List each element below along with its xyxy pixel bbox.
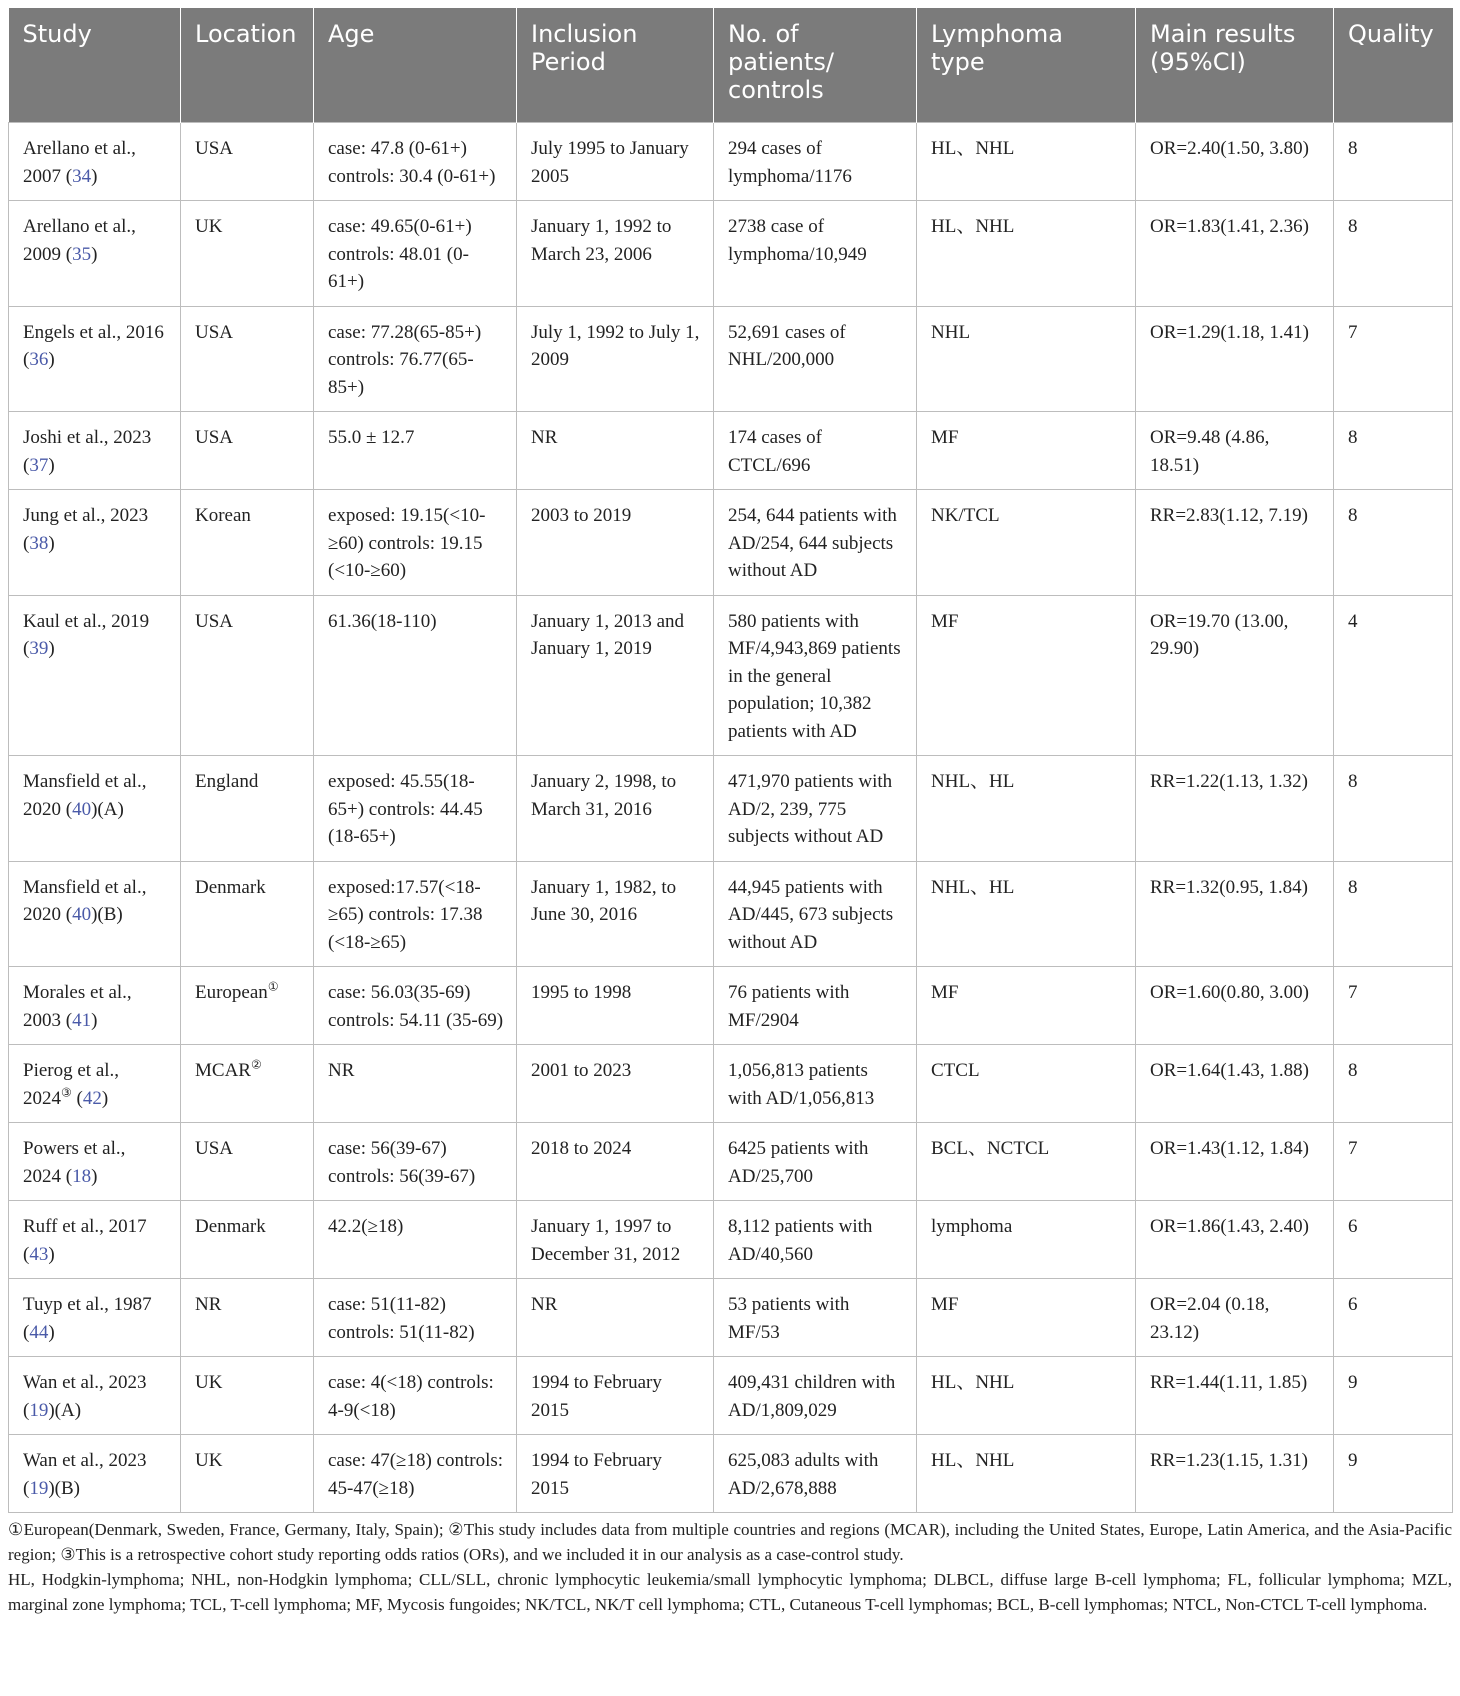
lymphoma-type-cell: HL、NHL	[917, 1357, 1136, 1435]
location-name: USA	[195, 427, 234, 448]
main-results-cell: OR=1.86(1.43, 2.40)	[1136, 1201, 1334, 1279]
study-cell: Joshi et al., 2023 (37)	[9, 412, 181, 490]
study-name: Tuyp et al., 1987	[23, 1294, 152, 1315]
study-name: Ruff et al., 2017	[23, 1216, 147, 1237]
main-results-cell: OR=9.48 (4.86, 18.51)	[1136, 412, 1334, 490]
lymphoma-type-cell: MF	[917, 595, 1136, 756]
reference-link[interactable]: 42	[82, 1087, 102, 1109]
main-results-cell: OR=1.64(1.43, 1.88)	[1136, 1045, 1334, 1123]
age-cell: NR	[314, 1045, 517, 1123]
lymphoma-type-cell: BCL、NCTCL	[917, 1123, 1136, 1201]
patients-controls-cell: 580 patients with MF/4,943,869 patients in the general population; 10,382 patients with AD	[714, 595, 917, 756]
inclusion-period-cell: January 1, 1992 to March 23, 2006	[517, 201, 714, 307]
inclusion-period-cell: 2001 to 2023	[517, 1045, 714, 1123]
location-name: Korean	[195, 505, 251, 526]
inclusion-period-cell: 1995 to 1998	[517, 967, 714, 1045]
study-name: Mansfield et al., 2020	[23, 771, 147, 820]
quality-cell: 7	[1334, 1123, 1453, 1201]
study-name: Mansfield et al., 2020	[23, 876, 147, 925]
lymphoma-type-cell: CTCL	[917, 1045, 1136, 1123]
table-row	[9, 1045, 1453, 1123]
inclusion-period-cell: January 1, 1997 to December 31, 2012	[517, 1201, 714, 1279]
location-name: Denmark	[195, 876, 266, 898]
study-name: Joshi et al., 2023	[23, 427, 152, 448]
location-name: USA	[195, 610, 234, 632]
header-inclusion-period: Inclusion Period	[517, 8, 714, 123]
inclusion-period-cell: January 1, 1982, to June 30, 2016	[517, 861, 714, 967]
patients-controls-cell: 76 patients with MF/2904	[714, 967, 917, 1045]
reference-link[interactable]: 35	[72, 243, 92, 265]
study-cell: Engels et al., 2016 (36)	[9, 306, 181, 412]
main-results-cell: OR=2.40(1.50, 3.80)	[1136, 123, 1334, 201]
inclusion-period-cell: July 1995 to January 2005	[517, 123, 714, 201]
location-cell	[181, 967, 314, 1045]
location-cell	[181, 201, 314, 307]
main-results-cell: OR=1.60(0.80, 3.00)	[1136, 967, 1334, 1045]
age-cell: case: 49.65(0-61+) controls: 48.01 (0-61+)	[314, 201, 517, 307]
age-cell: case: 77.28(65-85+) controls: 76.77(65-85+)	[314, 306, 517, 412]
inclusion-period-cell: 2003 to 2019	[517, 490, 714, 596]
header-location: Location	[181, 8, 314, 123]
quality-cell: 8	[1334, 756, 1453, 862]
study-cell: Mansfield et al., 2020 (40)(A)	[9, 756, 181, 862]
study-name: Arellano et al., 2007	[23, 138, 136, 187]
inclusion-period-cell: July 1, 1992 to July 1, 2009	[517, 306, 714, 412]
reference-link[interactable]: 43	[29, 1243, 49, 1265]
table-row	[9, 1201, 1453, 1279]
location-name: USA	[195, 321, 234, 343]
reference-link[interactable]: 44	[29, 1321, 49, 1343]
study-suffix: (B)	[54, 1477, 80, 1499]
location-name: NR	[195, 1294, 222, 1315]
lymphoma-type-cell: MF	[917, 412, 1136, 490]
age-cell: 61.36(18-110)	[314, 595, 517, 756]
patients-controls-cell: 294 cases of lymphoma/1176	[714, 123, 917, 201]
location-name: UK	[195, 1450, 223, 1471]
location-cell	[181, 123, 314, 201]
inclusion-period-cell: 1994 to February 2015	[517, 1357, 714, 1435]
study-characteristics-table	[8, 8, 1453, 1513]
patients-controls-cell: 44,945 patients with AD/445, 673 subjects without AD	[714, 861, 917, 967]
location-name: MCAR	[195, 1060, 251, 1081]
study-name: Wan et al., 2023	[23, 1450, 147, 1471]
quality-cell: 7	[1334, 306, 1453, 412]
inclusion-period-cell: NR	[517, 1279, 714, 1357]
quality-cell: 8	[1334, 412, 1453, 490]
quality-cell: 8	[1334, 1045, 1453, 1123]
study-name: Morales et al., 2003	[23, 982, 132, 1031]
study-cell: Pierog et al., 2024③ (42)	[9, 1045, 181, 1123]
location-name: USA	[195, 138, 234, 159]
study-name: Wan et al., 2023	[23, 1372, 147, 1393]
study-suffix: (A)	[54, 1399, 82, 1421]
quality-cell: 9	[1334, 1435, 1453, 1513]
quality-cell: 8	[1334, 123, 1453, 201]
study-cell: Morales et al., 2003 (41)	[9, 967, 181, 1045]
lymphoma-type-cell: lymphoma	[917, 1201, 1136, 1279]
inclusion-period-cell: NR	[517, 412, 714, 490]
inclusion-period-cell: January 2, 1998, to March 31, 2016	[517, 756, 714, 862]
patients-controls-cell: 2738 case of lymphoma/10,949	[714, 201, 917, 307]
inclusion-period-cell: January 1, 2013 and January 1, 2019	[517, 595, 714, 756]
study-cell: Tuyp et al., 1987 (44)	[9, 1279, 181, 1357]
lymphoma-type-cell: MF	[917, 967, 1136, 1045]
location-name: USA	[195, 1138, 234, 1159]
location-cell	[181, 1357, 314, 1435]
patients-controls-cell: 52,691 cases of NHL/200,000	[714, 306, 917, 412]
location-cell	[181, 490, 314, 596]
age-cell: exposed: 19.15(<10-≥60) controls: 19.15 (<10-≥60)	[314, 490, 517, 596]
age-cell: exposed: 45.55(18-65+) controls: 44.45 (18-65+)	[314, 756, 517, 862]
age-cell: case: 4(<18) controls: 4-9(<18)	[314, 1357, 517, 1435]
study-cell: Jung et al., 2023 (38)	[9, 490, 181, 596]
location-cell	[181, 306, 314, 412]
location-cell	[181, 412, 314, 490]
patients-controls-cell: 174 cases of CTCL/696	[714, 412, 917, 490]
age-cell: 55.0 ± 12.7	[314, 412, 517, 490]
table-body	[9, 123, 1453, 1513]
study-suffix: (B)	[97, 904, 123, 925]
location-name: UK	[195, 1372, 223, 1393]
location-cell	[181, 595, 314, 756]
location-name: European	[195, 982, 268, 1003]
study-cell: Wan et al., 2023 (19)(B)	[9, 1435, 181, 1513]
patients-controls-cell: 625,083 adults with AD/2,678,888	[714, 1435, 917, 1513]
location-cell	[181, 1123, 314, 1201]
header-row	[9, 8, 1453, 123]
table-row	[9, 123, 1453, 201]
patients-controls-cell: 53 patients with MF/53	[714, 1279, 917, 1357]
patients-controls-cell: 409,431 children with AD/1,809,029	[714, 1357, 917, 1435]
patients-controls-cell: 1,056,813 patients with AD/1,056,813	[714, 1045, 917, 1123]
reference-link[interactable]: 37	[29, 454, 49, 476]
header-study: Study	[9, 8, 181, 123]
age-cell: 42.2(≥18)	[314, 1201, 517, 1279]
quality-cell: 6	[1334, 1201, 1453, 1279]
quality-cell: 7	[1334, 967, 1453, 1045]
table-row	[9, 412, 1453, 490]
lymphoma-type-cell: NHL、HL	[917, 861, 1136, 967]
main-results-cell: OR=1.43(1.12, 1.84)	[1136, 1123, 1334, 1201]
table-row	[9, 490, 1453, 596]
table-row	[9, 1357, 1453, 1435]
age-cell: case: 47(≥18) controls: 45-47(≥18)	[314, 1435, 517, 1513]
table-row	[9, 306, 1453, 412]
main-results-cell: OR=2.04 (0.18, 23.12)	[1136, 1279, 1334, 1357]
header-main-results: Main results (95%CI)	[1136, 8, 1334, 123]
lymphoma-type-cell: NK/TCL	[917, 490, 1136, 596]
header-patients-controls: No. of patients/ controls	[714, 8, 917, 123]
location-cell	[181, 756, 314, 862]
study-cell: Kaul et al., 2019 (39)	[9, 595, 181, 756]
patients-controls-cell: 8,112 patients with AD/40,560	[714, 1201, 917, 1279]
reference-link[interactable]: 40	[72, 904, 92, 925]
location-cell	[181, 1045, 314, 1123]
location-cell	[181, 1279, 314, 1357]
quality-cell: 8	[1334, 861, 1453, 967]
reference-link[interactable]: 41	[72, 1009, 92, 1031]
location-cell	[181, 861, 314, 967]
main-results-cell: RR=1.44(1.11, 1.85)	[1136, 1357, 1334, 1435]
reference-link[interactable]: 38	[29, 532, 49, 554]
header-lymphoma-type: Lymphoma type	[917, 8, 1136, 123]
patients-controls-cell: 6425 patients with AD/25,700	[714, 1123, 917, 1201]
quality-cell: 6	[1334, 1279, 1453, 1357]
footnote-abbreviations: HL, Hodgkin-lymphoma; NHL, non-Hodgkin lymphoma; CLL/SLL, chronic lymphocytic leukemia/small lymphocytic lymphoma; DLBCL, diffuse large B-cell lymphoma; FL, follicular lymphoma; MZL, marginal zone lymphoma; TCL, T-cell lymphoma; MF, Mycosis fungoides; NK/TCL, NK/T cell lymphoma; CTL, Cutaneous T-cell lymphomas; BCL, B-cell lymphomas; NTCL, Non-CTCL T-cell lymphoma.	[8, 1570, 1452, 1614]
reference-link[interactable]: 19	[29, 1399, 49, 1421]
study-name: Powers et al., 2024	[23, 1138, 126, 1187]
location-footnote-mark: ①	[267, 979, 279, 994]
table-row	[9, 1123, 1453, 1201]
age-cell: case: 51(11-82) controls: 51(11-82)	[314, 1279, 517, 1357]
reference-link[interactable]: 36	[29, 349, 49, 370]
study-name: Kaul et al., 2019	[23, 610, 150, 632]
age-cell: exposed:17.57(<18-≥65) controls: 17.38 (<18-≥65)	[314, 861, 517, 967]
lymphoma-type-cell: HL、NHL	[917, 1435, 1136, 1513]
main-results-cell: RR=1.23(1.15, 1.31)	[1136, 1435, 1334, 1513]
study-name: Jung et al., 2023	[23, 505, 149, 526]
study-name: Arellano et al., 2009	[23, 216, 136, 265]
lymphoma-type-cell: HL、NHL	[917, 123, 1136, 201]
reference-link[interactable]: 18	[72, 1165, 92, 1187]
main-results-cell: OR=1.83(1.41, 2.36)	[1136, 201, 1334, 307]
main-results-cell: RR=1.32(0.95, 1.84)	[1136, 861, 1334, 967]
reference-link[interactable]: 39	[29, 638, 49, 659]
study-cell: Powers et al., 2024 (18)	[9, 1123, 181, 1201]
lymphoma-type-cell: NHL	[917, 306, 1136, 412]
table-row	[9, 967, 1453, 1045]
study-cell: Arellano et al., 2009 (35)	[9, 201, 181, 307]
quality-cell: 9	[1334, 1357, 1453, 1435]
lymphoma-type-cell: HL、NHL	[917, 201, 1136, 307]
lymphoma-type-cell: MF	[917, 1279, 1136, 1357]
header-quality: Quality	[1334, 8, 1453, 123]
study-suffix: (A)	[97, 798, 124, 820]
study-name: Engels et al., 2016	[23, 321, 164, 343]
table-row	[9, 201, 1453, 307]
table-row	[9, 595, 1453, 756]
table-footnotes	[8, 1517, 1452, 1617]
patients-controls-cell: 254, 644 patients with AD/254, 644 subjects without AD	[714, 490, 917, 596]
main-results-cell: OR=19.70 (13.00, 29.90)	[1136, 595, 1334, 756]
study-table-container	[8, 8, 1452, 1617]
table-row	[9, 1279, 1453, 1357]
location-name: England	[195, 771, 259, 792]
inclusion-period-cell: 1994 to February 2015	[517, 1435, 714, 1513]
table-row	[9, 756, 1453, 862]
location-cell	[181, 1201, 314, 1279]
reference-link[interactable]: 40	[72, 798, 92, 820]
inclusion-period-cell: 2018 to 2024	[517, 1123, 714, 1201]
age-cell: case: 47.8 (0-61+) controls: 30.4 (0-61+)	[314, 123, 517, 201]
location-name: Denmark	[195, 1216, 266, 1237]
reference-link[interactable]: 34	[72, 165, 92, 187]
study-cell: Mansfield et al., 2020 (40)(B)	[9, 861, 181, 967]
location-footnote-mark: ②	[250, 1057, 262, 1072]
study-name: Pierog et al., 2024	[23, 1060, 120, 1109]
study-cell: Arellano et al., 2007 (34)	[9, 123, 181, 201]
quality-cell: 8	[1334, 201, 1453, 307]
study-cell: Wan et al., 2023 (19)(A)	[9, 1357, 181, 1435]
main-results-cell: RR=1.22(1.13, 1.32)	[1136, 756, 1334, 862]
age-cell: case: 56.03(35-69) controls: 54.11 (35-69)	[314, 967, 517, 1045]
main-results-cell: RR=2.83(1.12, 7.19)	[1136, 490, 1334, 596]
quality-cell: 8	[1334, 490, 1453, 596]
reference-link[interactable]: 19	[29, 1477, 49, 1499]
header-age: Age	[314, 8, 517, 123]
study-footnote-mark: ③	[61, 1085, 72, 1100]
main-results-cell: OR=1.29(1.18, 1.41)	[1136, 306, 1334, 412]
patients-controls-cell: 471,970 patients with AD/2, 239, 775 subjects without AD	[714, 756, 917, 862]
location-cell	[181, 1435, 314, 1513]
study-cell: Ruff et al., 2017 (43)	[9, 1201, 181, 1279]
footnote-symbols: ①European(Denmark, Sweden, France, Germany, Italy, Spain); ②This study includes data from multiple countries and regions (MCAR), including the United States, Europe, Latin America, and the Asia-Pacific region; ③This is a retrospective cohort study reporting odds ratios (ORs), and we included it in our analysis as a case-control study.	[8, 1520, 1452, 1564]
table-row	[9, 1435, 1453, 1513]
lymphoma-type-cell: NHL、HL	[917, 756, 1136, 862]
location-name: UK	[195, 216, 223, 237]
table-row	[9, 861, 1453, 967]
quality-cell: 4	[1334, 595, 1453, 756]
age-cell: case: 56(39-67) controls: 56(39-67)	[314, 1123, 517, 1201]
